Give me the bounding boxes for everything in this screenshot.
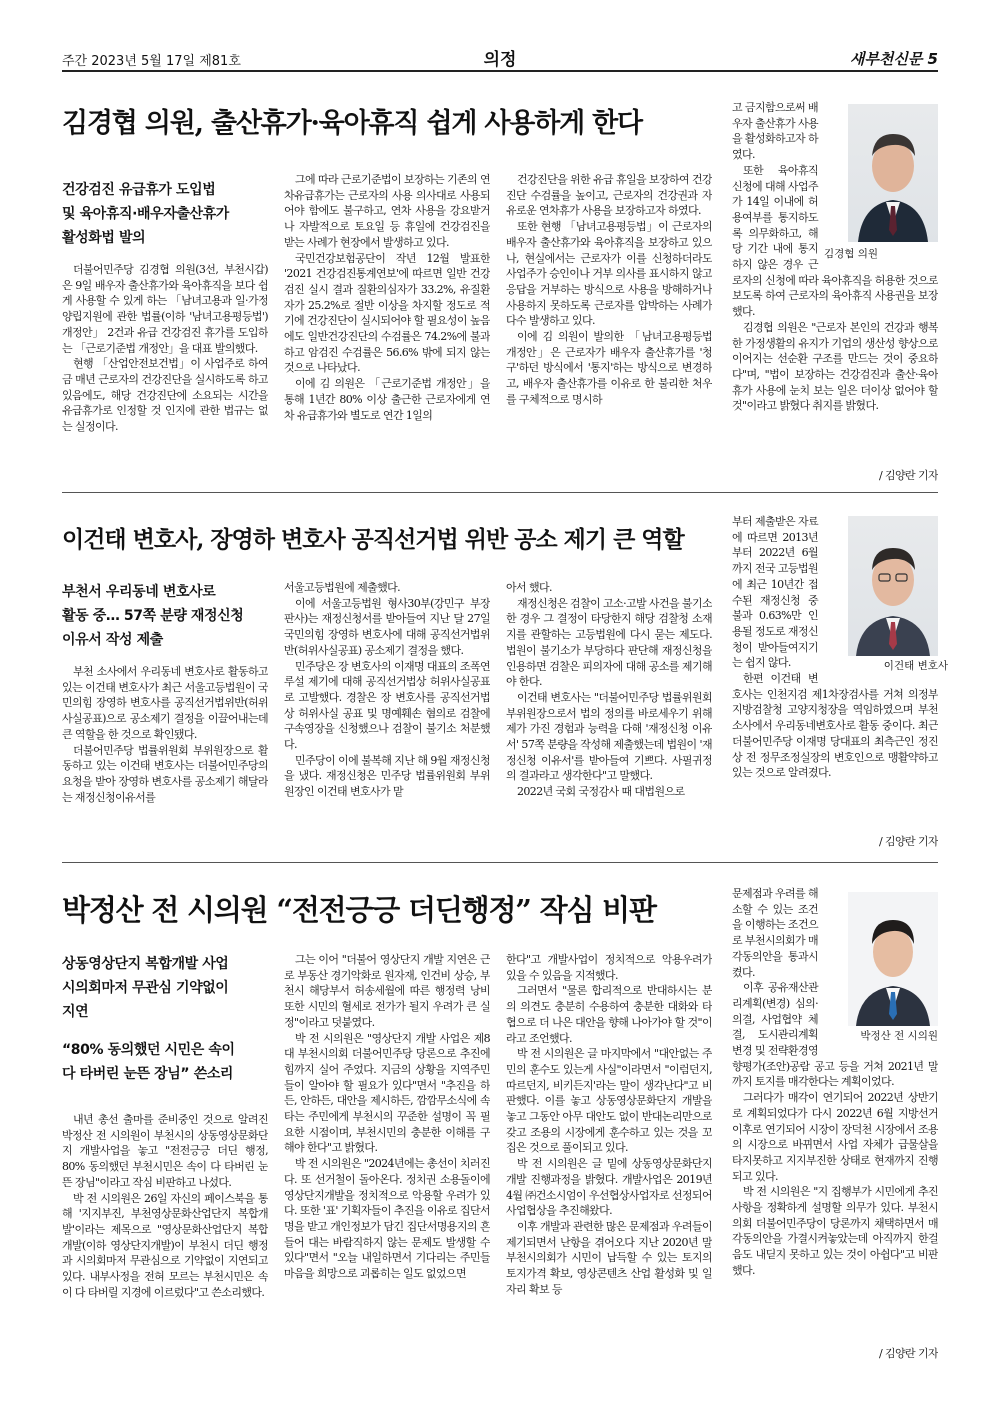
divider-2 <box>62 862 938 863</box>
photo-lee-guntae <box>848 516 938 656</box>
article-1-col-2: 그에 따라 근로기준법이 보장하는 기존의 연차유급휴가는 근로자의 사용 의사대로 사용되어야 함에도 불구하고, 연차 사용을 강요받거나 자발적으로 토요일 등 휴일에 건강검진을 받는 사례가 현장에서 발생하고 있다. 국민건강보험공단이 작년 12월 발표한 '2021 건강검진통계연보'에 따르면 일반 건강검진 실시 결과 질환의심자가 33.2%, 유질환자가 25.2%로 절반 이상을 차지할 정도로 적기에 건강진단이 실시되어야 할 필요성이 높음에도 일반건강진단의 수검률은 74.2%에 불과하고 암검진 수검률은 56.6% 밖에 되지 않는 것으로 나타났다. 이에 김 의원은 「근로기준법 개정안」을 통해 1년간 80% 이상 출근한 근로자에게 연차 유급휴가와 별도로 연간 1일의 <box>284 173 490 422</box>
article-1-col-3: 건강진단을 위한 유급 휴일을 보장하여 건강진단 수검률을 높이고, 근로자의 건강권과 자유로운 연차휴가 사용을 보장하고자 하였다. 또한 현행 「남녀고용평등법」이 근로자의 배우자 출산휴가와 육아휴직을 보장하고 있으나, 현실에서는 근로자가 이를 신청하더라도 사업주가 승인이나 거부 의사를 표시하지 않고 응답을 거부하는 방식으로 사용을 방해하거나 사용하지 못하도록 근로자를 압박하는 사례가 다수 발생하고 있다. 이에 김 의원이 발의한 「남녀고용평등법 개정안」은 근로자가 배우자 출산휴가를 '청구'하던 방식에서 '통지'하는 방식으로 변경하고, 배우자 출산휴가를 이유로 한 불리한 처우를 구체적으로 명시하 <box>506 173 712 406</box>
subhead-1: 건강검진 유급휴가 도입법 및 육아휴직·배우자출산휴가 활성화법 발의 <box>62 182 229 246</box>
article-3 <box>62 880 938 1370</box>
article-3-col-2: 그는 이어 "더불어 영상단지 개발 지연은 근로 부동산 경기악화로 원자재, 인건비 상승, 부천시 해당부서 허송세월에 따른 행정력 낭비 또한 시민의 혈세로 전가가 될지 우려가 큰 실정"이라고 덧붙였다. 박 전 시의원은 "영상단지 개발 사업은 제8대 부천시의회 더불어민주당 당론으로 추진에 힘까지 실어 주었다. 지금의 상황을 지역주민들이 알아야 할 필요가 있다"면서 "추진을 하든, 안하든, 대안을 제시하든, 깜깜무소식에 속 타는 주민에게 부천시의 꾸준한 설명이 꼭 필요한 시점이며, 부천시민의 충분한 이해를 구해야 한다"고 밝혔다. 박 전 시의원은 "2024년에는 총선이 치러진다. 또 선거철이 돌아온다. 정치권 소용돌이에 영상단지개발을 정치적으로 악용할 우려가 있다. 또한 '표' 기획자들이 추진을 이유로 집단서명을 받고 개인정보가 담긴 집단서명용지의 흔들어 대는 바람직하지 않는 문제도 발생할 수 있다"면서 "오늘 내일하면서 기다리는 주민들 마음을 희망으로 괴롭히는 일도 없었으면 <box>284 953 490 1281</box>
article-2-col-2: 서울고등법원에 제출했다. 이에 서울고등법원 형사30부(강민구 부장판사)는 재정신청서를 받아들여 지난 달 27일 국민의힘 장영하 변호사에 대해 공직선거법위반(허위사실공표) 공소제기 결정을 했다. 민주당은 장 변호사의 이재명 대표의 조폭연루설 제기에 대해 공직선거법상 허위사실공표로 고발했다. 경찰은 장 변호사를 공직선거법상 허위사실 공표 및 명예훼손 혐의로 검찰에 구속영장을 신청했으나 검찰이 불기소 처분했다. 민주당이 이에 불복해 지난 해 9월 재정신청을 냈다. 재정신청은 민주당 법률위원회 부위원장인 이건태 변호사가 맡 <box>284 581 490 799</box>
photo-caption-2: 이건태 변호사 <box>883 660 948 672</box>
article-1 <box>62 100 938 482</box>
section-title: 의정 <box>483 50 517 70</box>
headline-3: 박정산 전 시의원 “전전긍긍 더딘행정” 작심 비판 <box>62 893 656 927</box>
byline-1: / 김양란 기자 <box>878 469 938 482</box>
subhead-3: 상동영상단지 복합개발 사업 시의회마저 무관심 기약없이 지연 “80% 동의했던 시민은 속이 다 타버린 눈뜬 장님” 쓴소리 <box>62 956 235 1082</box>
photo-caption-3: 박정산 전 시의원 <box>860 1030 938 1042</box>
divider-1 <box>62 492 938 493</box>
headline-1: 김경협 의원, 출산휴가·육아휴직 쉽게 사용하게 한다 <box>62 108 642 139</box>
article-3-col-3: 한다"고 개발사업이 정치적으로 악용우려가 있을 수 있음을 지적했다. 그러면서 "물론 합리적으로 반대하시는 분의 의견도 충분히 수용하여 충분한 대화와 타협으로 더 나은 대안을 향해 나아가야 할 것"이라고 조언했다. 박 전 시의원은 글 마지막에서 "대안없는 주민의 훈수도 있는게 사실"이라면서 "이럼던지, 따르던지, 비키든지'라는 말이 생각난다"고 비판했다. 이를 놓고 상동영상문화단지 개발을 놓고 그동안 아무 대안도 없이 반대논리만으로 갖고 조용의 시장에게 훈수하고 있는 것을 꼬집은 것으로 풀이되고 있다. 박 전 시의원은 글 밑에 상동영상문화단지 개발 진행과정을 밝혔다. 개발사업은 2019년 4월 ㈜건소시엄이 우선협상사업자로 선정되어 사업협상을 추진해왔다. 이후 개발과 관련한 많은 문제점과 우려들이 제기되면서 난항을 겪어오다 지난 2020년 말 부천시의회가 시민이 납득할 수 있는 토지의 토지가격 확보, 영상콘텐츠 산업 활성화 및 일자리 확보 등 <box>506 953 712 1296</box>
article-3-col-1: 내년 총선 출마를 준비중인 것으로 알려진 박정산 전 시의원이 부천시의 상동영상문화단지 개발사업을 놓고 "전전긍긍 더딘 행정, 80% 동의했던 부천시민은 속이 다 타버린 눈뜬 장님"이라고 작심 비판하고 나섰다. 박 전 시의원은 26일 자신의 페이스북을 통해 '지지부진, 부천영상문화산업단지 복합개발'이라는 제목으로 "영상문화산업단지 복합개발(이하 영상단지개발)이 부천시 더딘 행정과 시의회마저 무관심으로 기약없이 지연되고 있다. 내부사정을 전혀 모르는 부천시민은 속이 다 타버릴 지경에 이르렀다"고 쓴소리했다. <box>62 1113 268 1299</box>
article-2-col-4: 부터 제출받은 자료에 따르면 2013년부터 2022년 6월까지 전국 고등법원에 최근 10년간 접수된 재정신청 중 불과 0.63%만 인용될 정도로 재정신청이 받아들여지기는 쉽지 않다. 한편 이건태 변호사는 인천지검 제1차장검사를 거쳐 의정부지방검찰청 고양지청장을 역임하였으며 부천 소사에서 우리동네변호사로 활동 중이다. 최근 더불어민주당 이재명 당대표의 최측근인 정진상 전 정무조정실장의 변호인으로 맹활약하고 있는 것으로 알려졌다. <box>732 515 938 780</box>
article-3-col-4: 문제점과 우려를 해소할 수 있는 조건을 이행하는 조건으로 부천시의회가 매각동의안을 통과시켰다. 이후 공유재산관리계획(변경) 심의·의결, 사업협약 체결, 도시관리계획 변경 및 전략환경영향평가(조안)공람 공고 등을 거쳐 2021년 말까지 토지를 매각한다는 계획이었다. 그러다가 매각이 연기되어 2022년 상반기로 계획되었다가 다시 2022년 6월 지방선거 이후로 연기되어 시장이 장덕천 시장에서 조용의 시장으로 바뀌면서 사업 자체가 급물살을 타지못하고 지지부진한 상태로 현재까지 진행되고 있다. 박 전 시의원은 "지 집행부가 시민에게 추진사항을 정확하게 설명할 의무가 있다. 부천시의회 더불어민주당이 당론까지 채택하면서 매각동의안을 가결시켜놓았는데 아직까지 한걸음도 내딛지 못하고 있는 것이 아쉽다"고 비판했다. <box>732 887 938 1277</box>
headline-2: 이건태 변호사, 장영하 변호사 공직선거법 위반 공소 제기 큰 역할 <box>62 526 684 553</box>
photo-park-jeongsan <box>848 892 938 1026</box>
photo-caption-1: 김경협 의원 <box>823 248 878 260</box>
photo-kim-kyunghyup <box>848 104 938 242</box>
article-2-col-3: 아서 했다. 재정신청은 검찰이 고소·고발 사건을 불기소한 경우 그 결정이 타당한지 해당 검찰청 소재지를 관할하는 고등법원에 다시 묻는 제도다. 법원이 불기소가 부당하다 판단해 재정신청을 인용하면 검찰은 피의자에 대해 공소를 제기해야 한다. 이건태 변호사는 "더불어민주당 법률위원회 부위원장으로서 법의 정의를 바로세우기 위해 제가 가진 경험과 능력을 다해 '재정신청 이유서' 57쪽 분량을 작성해 제출했는데 법원이 '재정신청 이유서'를 받아들여 기쁘다. 사필귀정의 결과라고 생각한다"고 말했다. 2022년 국회 국정감사 때 대법원으로 <box>506 581 712 799</box>
article-2-col-1: 부천 소사에서 우리동네 변호사로 활동하고 있는 이건태 변호사가 최근 서울고등법원이 국민의힘 장영하 변호사를 공직선거법위반(허위사실공표)으로 공소제기 결정을 이끌어내는데 큰 역할을 한 것으로 확인됐다. 더불어민주당 법률위원회 부위원장으로 활동하고 있는 이건태 변호사는 더불어민주당의 요청을 받아 장영하 변호사를 공소제기 해달라는 재정신청이유서를 <box>62 665 268 804</box>
article-2 <box>62 508 948 854</box>
article-1-col-4: 고 금지함으로써 배우자 출산휴가 사용을 활성화하고자 하였다. 또한 육아휴직 신청에 대해 사업주가 14일 이내에 허용여부를 통지하도록 의무화하고, 해당 기간 내에 통지하지 않은 경우 근로자의 신청에 따라 육아휴직을 허용한 것으로 보도록 하여 근로자의 육아휴직 사용권을 보장했다. 김경협 의원은 "근로자 본인의 건강과 행복한 가정생활의 유지가 기업의 생산성 향상으로 이어지는 선순환 구조를 만드는 것이 중요하다"며, "법이 보장하는 건강검진과 출산·육아휴가 사용에 눈치 보는 일은 더이상 없어야 할 것"이라고 밝혔다 취지를 밝혔다. <box>732 101 938 413</box>
issue-date: 주간 2023년 5월 17일 제81호 <box>62 54 241 69</box>
article-1-col-1: 더불어민주당 김경협 의원(3선, 부천시갑)은 9일 배우자 출산휴가와 육아휴직을 보다 쉽게 사용할 수 있게 하는 「남녀고용과 일·가정 양립지원에 관한 법률(이하 '남녀고용평등법') 개정안」 2건과 유급 건강검진 휴가를 도입하는 「근로기준법 개정안」을 대표 발의했다. 현행 「산업안전보건법」이 사업주로 하여금 매년 근로자의 건강진단을 실시하도록 하고 있음에도, 해당 건강진단에 소요되는 시간을 유급휴가로 인정할 것 인지에 관한 법규는 없는 실정이다. <box>62 263 268 434</box>
subhead-2: 부천서 우리동네 변호사로 활동 중… 57쪽 분량 재정신청 이유서 작성 제출 <box>62 584 244 648</box>
byline-3: / 김양란 기자 <box>878 1347 938 1360</box>
masthead <box>62 48 938 72</box>
newspaper-name: 새부천신문 5 <box>849 50 938 68</box>
byline-2: / 김양란 기자 <box>878 835 938 848</box>
